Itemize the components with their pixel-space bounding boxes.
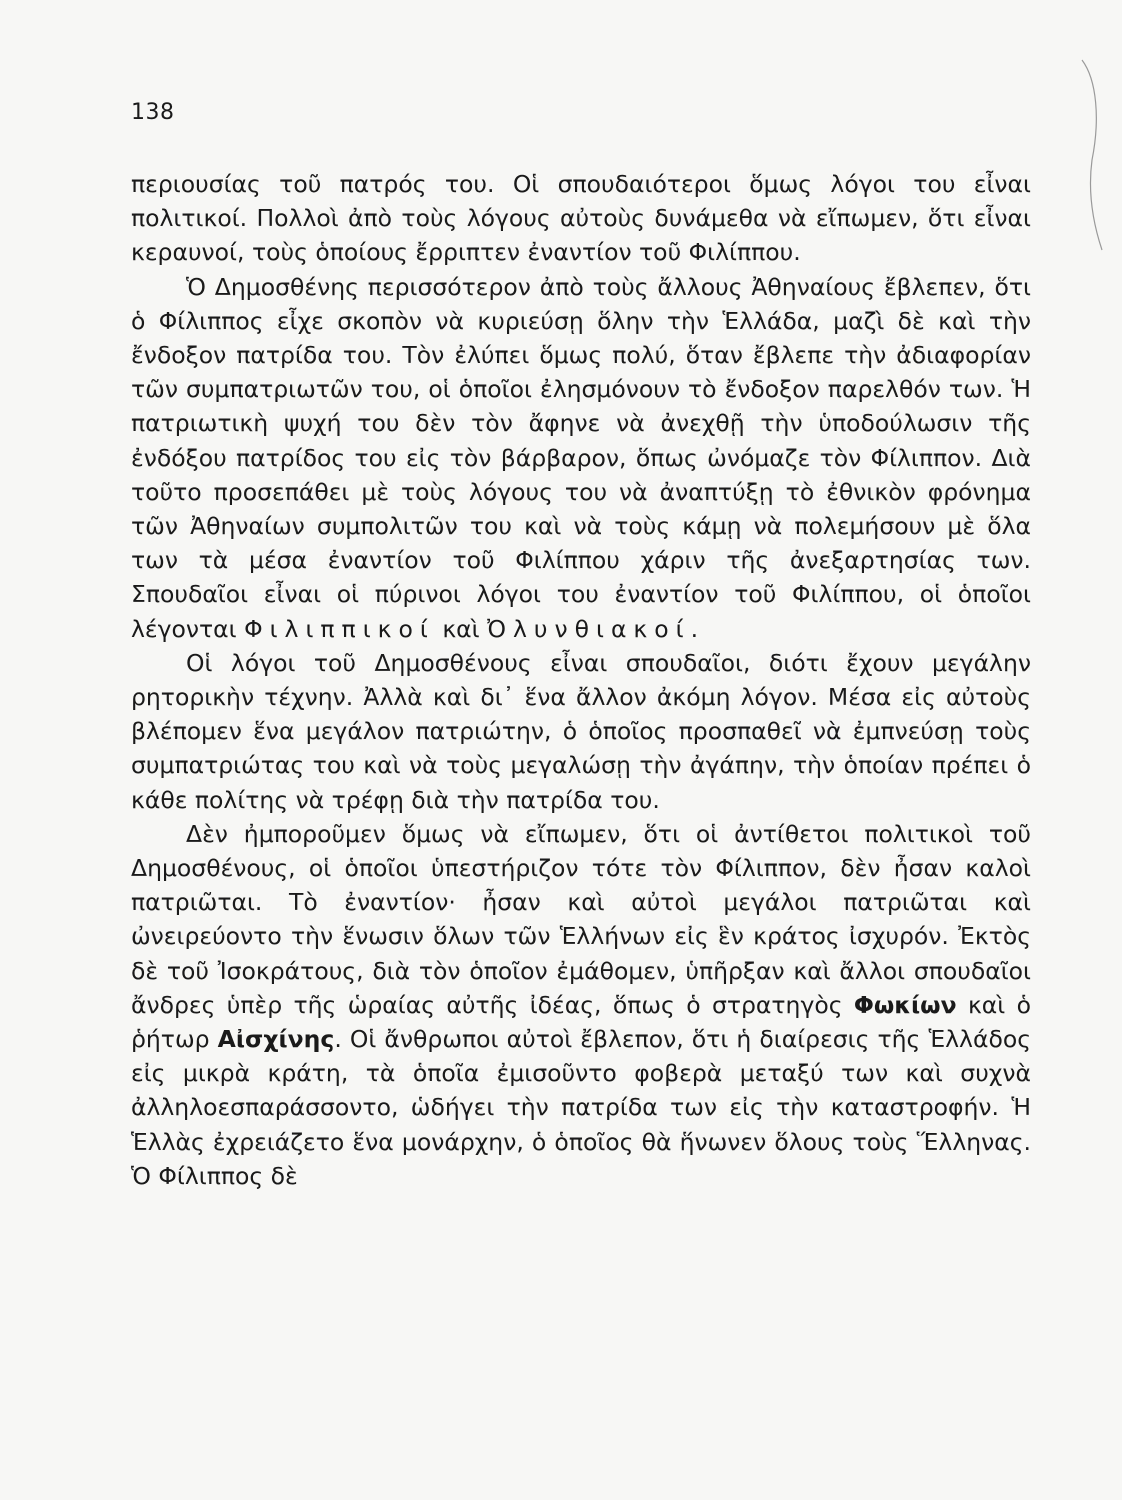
paragraph-text: Δὲν ἠμποροῦμεν ὅμως νὰ εἴπωμεν, ὅτι οἱ ἀντίθετοι πολιτικοὶ τοῦ Δημοσθένους, οἱ ὁποῖοι ὑπεστήριζον τότε τὸν Φίλιππον, δὲν ἦσαν καλοὶ πατριῶται. Τὸ ἐναντίον· ἦσαν καὶ αὐτοὶ μεγάλοι πατριῶται καὶ ὠνειρεύοντο τὴν ἕνωσιν ὅλων τῶν Ἑλλήνων εἰς ἓν κράτος ἰσχυρόν. Ἐκτὸς δὲ τοῦ Ἰσοκράτους, διὰ τὸν ὁποῖον ἐμάθομεν, ὑπῆρξαν καὶ ἄλλοι σπουδαῖοι ἄνδρες ὑπὲρ τῆς ὡραίας αὐτῆς ἰδέας, ὅπως ὁ στρατηγὸς xyxy=(131,819,1031,1019)
paragraph xyxy=(131,270,1031,646)
page-edge-curve-line xyxy=(1082,60,1102,250)
paragraph-text: . Οἱ ἄνθρωποι αὐτοὶ ἔβλεπον, ὅτι ἡ διαίρεσις τῆς Ἑλλάδος εἰς μικρὰ κράτη, τὰ ὁποῖα ἐμισοῦντο φοβερὰ μεταξύ των καὶ συχνὰ ἀλληλοεσπαράσσοντο, ὡδήγει τὴν πατρίδα των εἰς τὴν καταστροφήν. Ἡ Ἑλλὰς ἐχρειάζετο ἕνα μονάρχην, ὁ ὁποῖος θὰ ἥνωνεν ὅλους τοὺς Ἕλληνας. Ὁ Φίλιππος δὲ xyxy=(131,1025,1032,1190)
bold-name: Αἰσχίνης xyxy=(217,1025,335,1054)
spaced-title: Φιλιππικοί xyxy=(244,614,435,643)
paragraph xyxy=(131,167,1031,270)
paragraph-text: καὶ ὁ ῥήτωρ xyxy=(131,990,1031,1054)
body-text xyxy=(131,167,1031,1193)
spaced-title: Ὀλυνθιακοί xyxy=(487,614,691,643)
bold-name: Φωκίων xyxy=(853,990,957,1019)
paragraph-text: . xyxy=(690,614,699,643)
paragraph xyxy=(131,646,1031,817)
page-edge-curve xyxy=(1062,0,1122,260)
paragraph-text: Οἱ λόγοι τοῦ Δημοσθένους εἶναι σπουδαῖοι, διότι ἔχουν μεγάλην ρητορικὴν τέχνην. Ἀλλὰ καὶ δι᾽ ἕνα ἄλλον ἀκόμη λόγον. Μέσα εἰς αὐτοὺς βλέπομεν ἕνα μεγάλον πατριώτην, ὁ ὁποῖος προσπαθεῖ νὰ ἐμπνεύσῃ τοὺς συμπατριώτας του καὶ νὰ τοὺς μεγαλώσῃ τὴν ἀγάπην, τὴν ὁποίαν πρέπει ὁ κάθε πολίτης νὰ τρέφῃ διὰ τὴν πατρίδα του. xyxy=(131,648,1031,814)
paragraph-text: περιουσίας τοῦ πατρός του. Οἱ σπουδαιότεροι ὅμως λόγοι του εἶναι πολιτικοί. Πολλοὶ ἀπὸ τοὺς λόγους αὐτοὺς δυνάμεθα νὰ εἴπωμεν, ὅτι εἶναι κεραυνοί, τοὺς ὁποίους ἔρριπτεν ἐναντίον τοῦ Φιλίππου. xyxy=(131,170,1031,267)
paragraph xyxy=(131,817,1031,1193)
paragraph-text: καὶ xyxy=(434,614,488,643)
page-number: 138 xyxy=(131,100,175,125)
paragraph-text: Ὁ Δημοσθένης περισσότερον ἀπὸ τοὺς ἄλλους Ἀθηναίους ἔβλεπεν, ὅτι ὁ Φίλιππος εἶχε σκοπὸν νὰ κυριεύσῃ ὅλην τὴν Ἑλλάδα, μαζὶ δὲ καὶ τὴν ἔνδοξον πατρίδα του. Τὸν ἐλύπει ὅμως πολύ, ὅταν ἔβλεπε τὴν ἀδιαφορίαν τῶν συμπατριωτῶν του, οἱ ὁποῖοι ἐλησμόνουν τὸ ἔνδοξον παρελθόν των. Ἡ πατριωτικὴ ψυχή του δὲν τὸν ἄφηνε νὰ ἀνεχθῇ τὴν ὑποδούλωσιν τῆς ἐνδόξου πατρίδος του εἰς τὸν βάρβαρον, ὅπως ὠνόμαζε τὸν Φίλιππον. Διὰ τοῦτο προσεπάθει μὲ τοὺς λόγους του νὰ ἀναπτύξῃ τὸ ἐθνικὸν φρόνημα τῶν Ἀθηναίων συμπολιτῶν του καὶ νὰ τοὺς κάμῃ νὰ πολεμήσουν μὲ ὅλα των τὰ μέσα ἐναντίον τοῦ Φιλίππου χάριν τῆς ἀνεξαρτησίας των. Σπουδαῖοι εἶναι οἱ πύρινοι λόγοι του ἐναντίον τοῦ Φιλίππου, οἱ ὁποῖοι λέγονται xyxy=(131,272,1031,643)
